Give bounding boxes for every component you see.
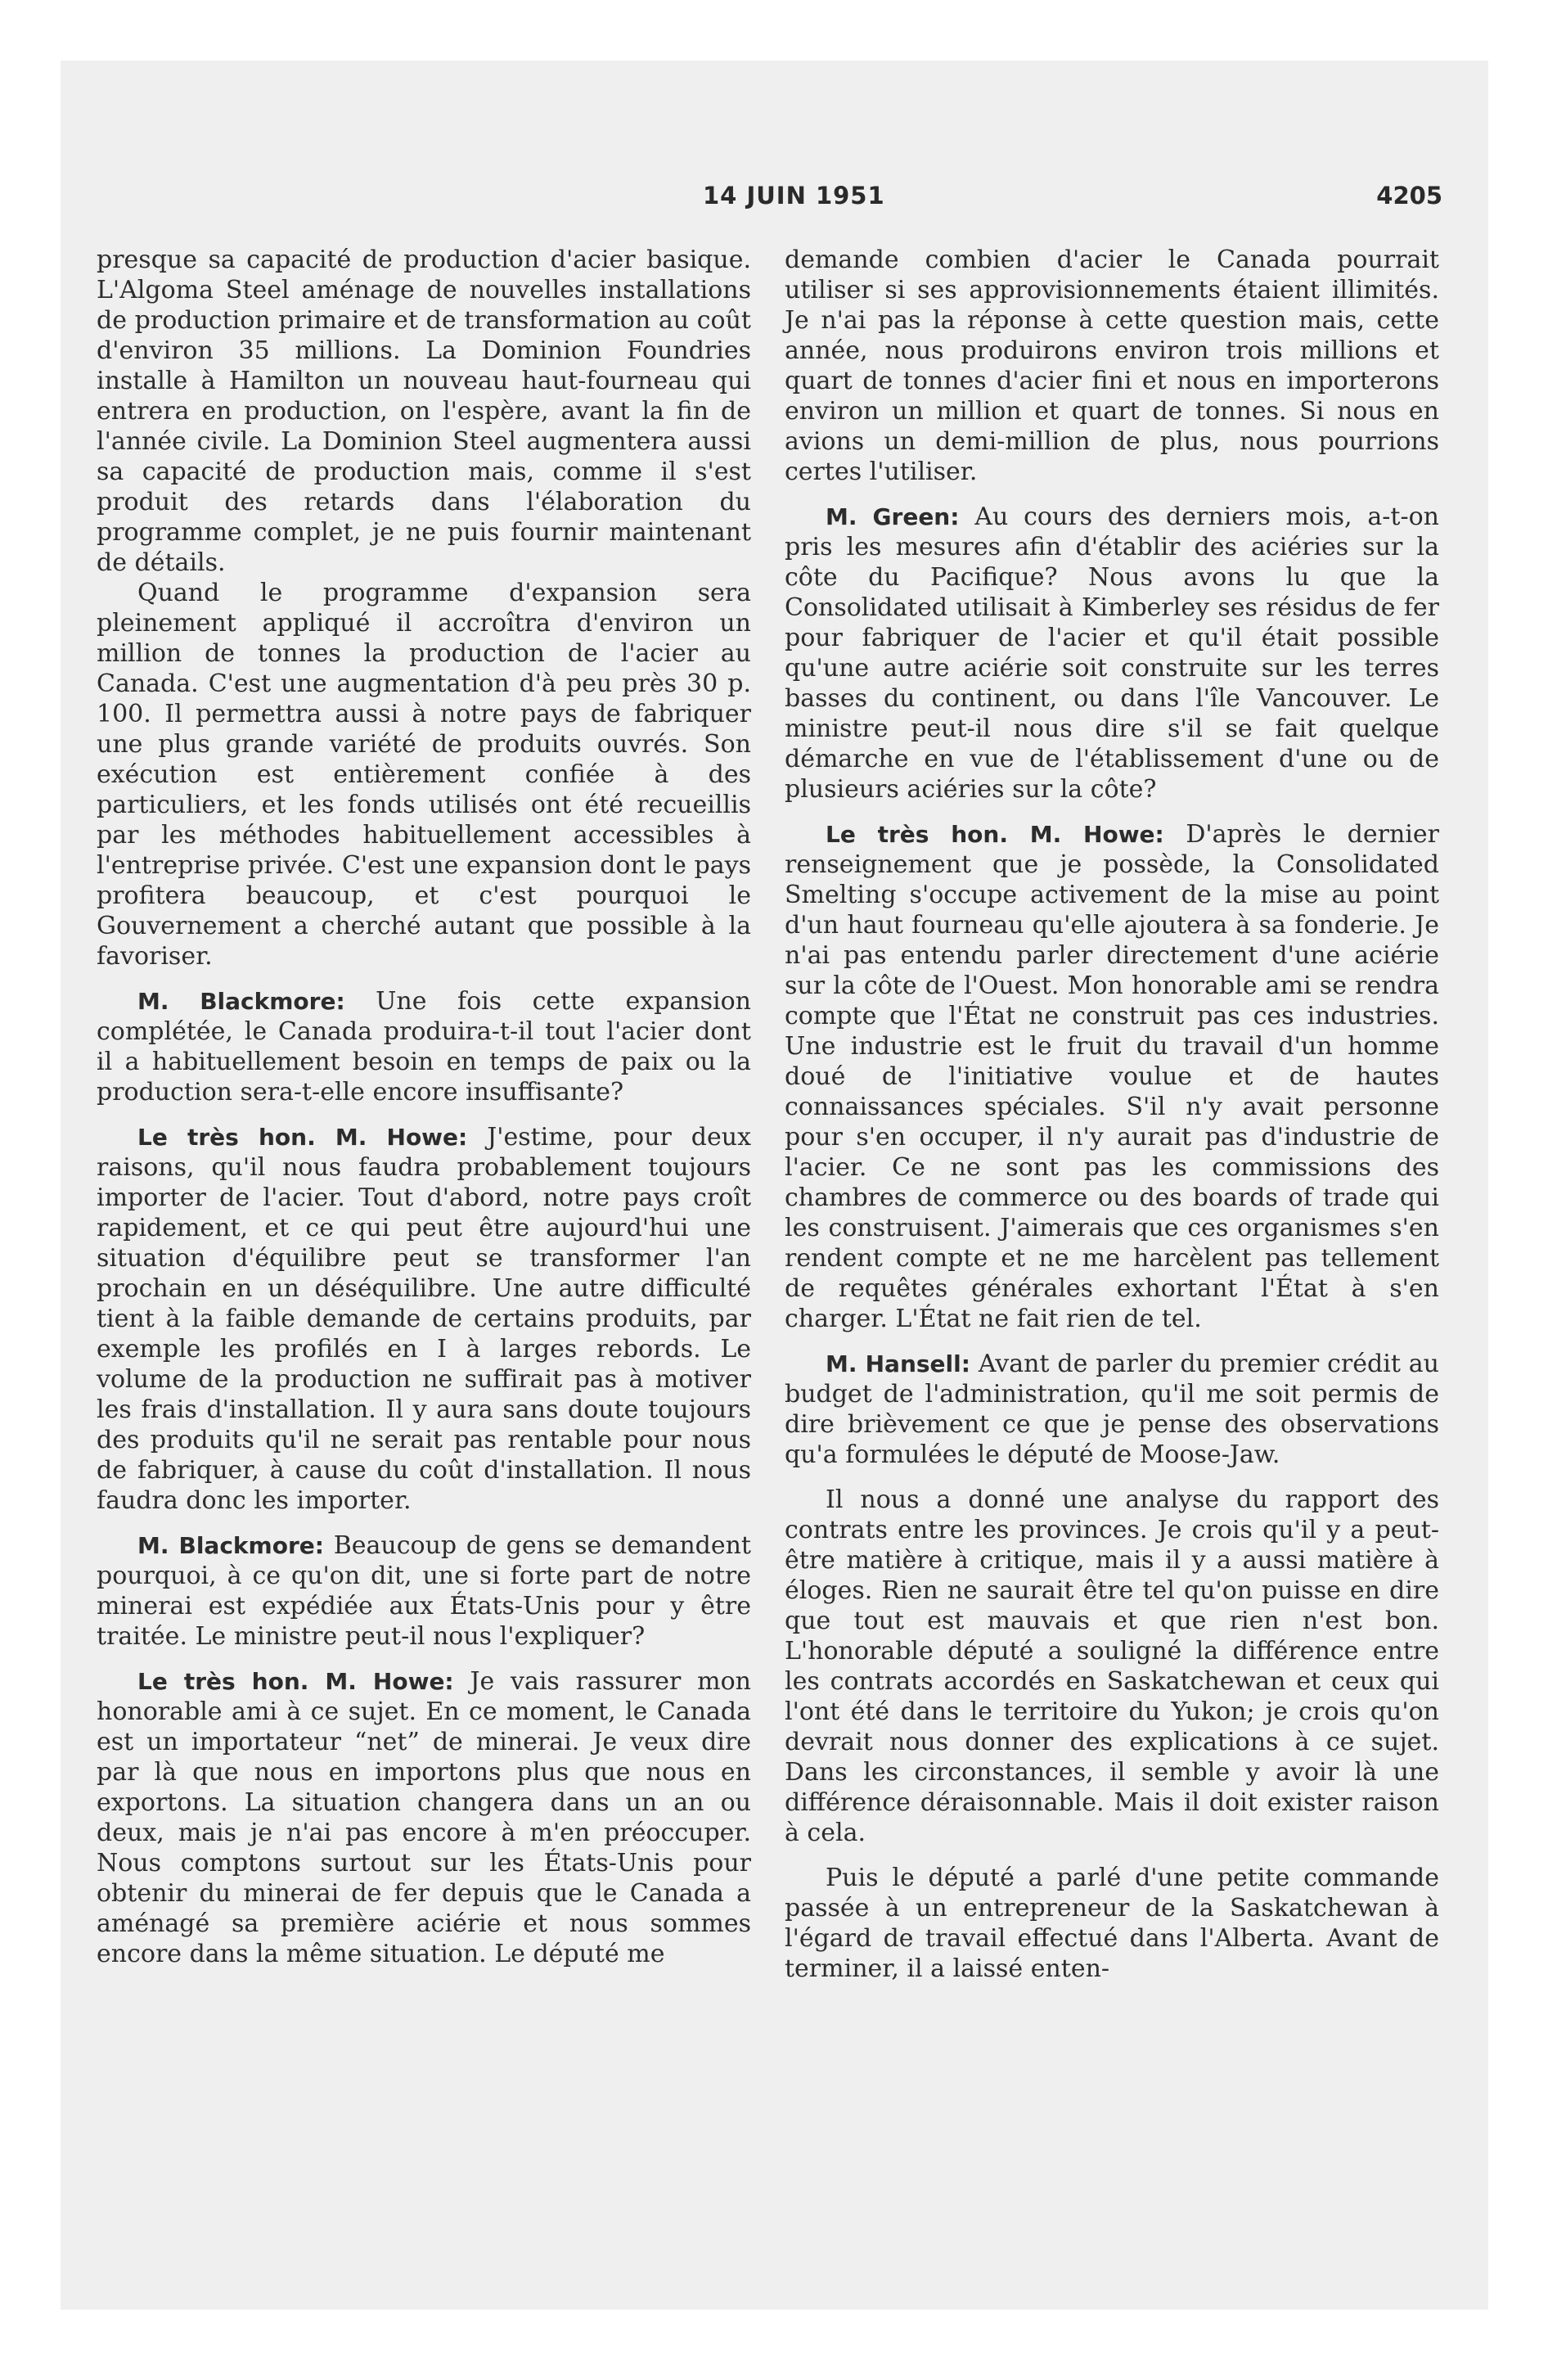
paragraph: Il nous a donné une analyse du rapport des contrats entre les provinces. Je crois qu'il y a peut-être matière à critique, mais il y a aussi matière à éloges. Rien ne saurait être tel qu'on puisse en dire que tout est mauvais et que rien n'est bon. L'honorable député a souligné la différence entre les contrats accordés en Saskatchewan et ceux qui l'ont été dans le territoire du Yukon; je crois qu'on devrait nous donner des explications à ce sujet. Dans les circonstances, il semble y avoir là une différence déraisonnable. Mais il doit exister raison à cela. [785,1485,1439,1847]
speaker-name: M. Hansell: [826,1350,970,1377]
speech-text: D'après le dernier renseignement que je possède, la Consolidated Smelting s'occupe activement de la mise au point d'un haut fourneau qu'elle ajoutera à sa fonderie. Je n'ai pas entendu parler directement d'une aciérie sur la côte de l'Ouest. Mon honorable ami se rendra compte que l'État ne construit pas ces industries. Une industrie est le fruit du travail d'un homme doué de l'initiative voulue et de hautes connaissances spéciales. S'il n'y avait personne pour s'en occuper, il n'y aurait pas d'industrie de l'acier. Ce ne sont pas les commissions des chambres de commerce ou des boards of trade qui les construisent. J'aimerais que ces organismes s'en rendent compte et ne me harcèlent pas tellement de requêtes générales exhortant l'État à s'en charger. L'État ne fait rien de tel. [785,820,1439,1333]
speaker-name: Le très hon. M. Howe: [137,1124,468,1151]
speech-text: Au cours des derniers mois, a-t-on pris les mesures afin d'établir des aciéries sur la côte du Pacifique? Nous avons lu que la Consolidated utilisait à Kimberley ses résidus de fer pour fabriquer de l'acier et qu'il était possible qu'une autre aciérie soit construite sur les terres basses du continent, ou dans l'île Vancouver. Le ministre peut-il nous dire s'il se fait quelque démarche en vue de l'établissement d'une ou de plusieurs aciéries sur la côte? [785,503,1440,804]
speech [785,819,1439,1334]
speaker-name: M. Blackmore: [137,988,345,1015]
speaker-name: M. Blackmore: [137,1532,324,1559]
paragraph: Puis le député a parlé d'une petite commande passée à un entrepreneur de la Saskatchewan à l'égard de travail effectué dans l'Alberta. Avant de terminer, il a laissé enten- [785,1864,1439,1983]
speech-text: Une fois cette expansion complétée, le Canada produira-t-il tout l'acier dont il a habituellement besoin en temps de paix ou la production sera-t-elle encore insuffisante? [97,987,751,1107]
speaker-name: Le très hon. M. Howe: [137,1668,454,1695]
speech-text: J'estime, pour deux raisons, qu'il nous faudra probablement toujours importer de l'acier. Tout d'abord, notre pays croît rapidement, et ce qui peut être aujourd'hui une situation d'équilibre peut se transformer l'an prochain en un déséquilibre. Une autre difficulté tient à la faible demande de certains produits, par exemple les profilés en I à larges rebords. Le volume de la production ne suffirait pas à motiver les frais d'installation. Il y aura sans doute toujours des produits qu'il ne serait pas rentable pour nous de fabriquer, à cause du coût d'installation. Il nous faudra donc les importer. [97,1123,751,1515]
page-header [61,182,1488,223]
speech [97,1666,751,1969]
header-date: 14 JUIN 1951 [703,182,885,210]
speech [785,1349,1439,1470]
page-sheet [61,61,1488,2310]
speaker-name: M. Green: [826,503,960,530]
speech [97,986,751,1107]
left-column [97,245,751,1969]
speaker-name: Le très hon. M. Howe: [826,821,1164,848]
page-number: 4205 [1376,182,1442,210]
right-column [785,245,1439,1984]
speech-text: Beaucoup de gens se demandent pourquoi, à ce qu'on dit, une si forte part de notre minerai est expédiée aux États-Unis pour y être traitée. Le ministre peut-il nous l'expliquer? [97,1531,751,1651]
paragraph: demande combien d'acier le Canada pourrait utiliser si ses approvisionnements étaient illimités. Je n'ai pas la réponse à cette question mais, cette année, nous produirons environ trois millions et quart de tonnes d'acier fini et nous en importerons environ un million et quart de tonnes. Si nous en avions un demi-million de plus, nous pourrions certes l'utiliser. [785,246,1439,486]
speech [97,1530,751,1652]
speech-text: Je vais rassurer mon honorable ami à ce sujet. En ce moment, le Canada est un importateur “net” de minerai. Je veux dire par là que nous en importons plus que nous en exportons. La situation changera dans un an ou deux, mais je n'ai pas encore à m'en préoccuper. Nous comptons surtout sur les États-Unis pour obtenir du minerai de fer depuis que le Canada a aménagé sa première aciérie et nous sommes encore dans la même situation. Le député me [97,1667,751,1968]
speech [97,1122,751,1516]
speech [785,502,1439,805]
paragraph: presque sa capacité de production d'acier basique. L'Algoma Steel aménage de nouvelles installations de production primaire et de transformation au coût d'environ 35 millions. La Dominion Foundries installe à Hamilton un nouveau haut-fourneau qui entrera en production, on l'espère, avant la fin de l'année civile. La Dominion Steel augmentera aussi sa capacité de production mais, comme il s'est produit des retards dans l'élaboration du programme complet, je ne puis fournir maintenant de détails. [97,246,751,577]
paragraph: Quand le programme d'expansion sera pleinement appliqué il accroîtra d'environ un million de tonnes la production de l'acier au Canada. C'est une augmentation d'à peu près 30 p. 100. Il permettra aussi à notre pays de fabriquer une plus grande variété de produits ouvrés. Son exécution est entièrement confiée à des particuliers, et les fonds utilisés ont été recueillis par les méthodes habituellement accessibles à l'entreprise privée. C'est une expansion dont le pays profitera beaucoup, et c'est pourquoi le Gouvernement a cherché autant que possible à la favoriser. [97,579,751,971]
speech-text: Avant de parler du premier crédit au budget de l'administration, qu'il me soit permis de dire brièvement ce que je pense des observations qu'a formulées le député de Moose-Jaw. [785,1350,1439,1469]
